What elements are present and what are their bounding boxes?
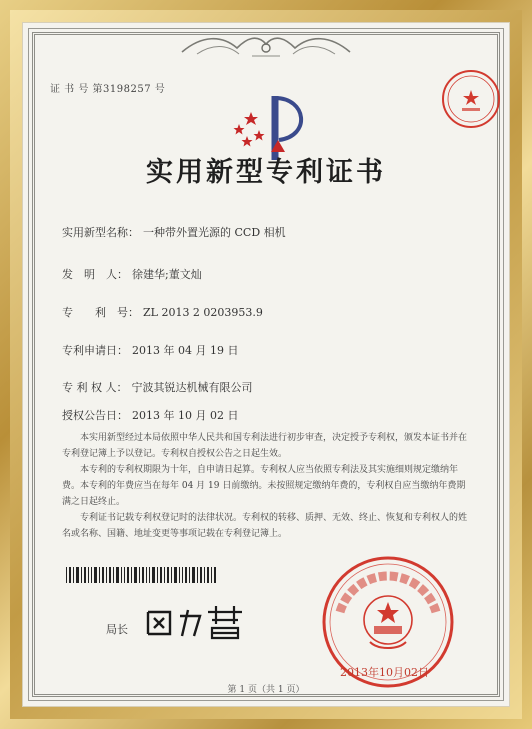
director-label: 局长 <box>106 623 128 636</box>
seal-date: 2013年10月02日 <box>340 666 429 679</box>
body-paragraph: 专利证书记载专利权登记时的法律状况。专利权的转移、质押、无效、终止、恢复和专利权人的姓名或名称、国籍、地址变更等事项记载在专利登记簿上。 <box>62 513 468 539</box>
director-signature-icon <box>142 602 252 642</box>
body-paragraph: 本专利的专利权期限为十年，自申请日起算。专利权人应当依照专利法及其实施细则规定缴纳年费。本专利的年费应当在每年 04 月 19 日前缴纳。未按照规定缴纳年费的，专利权自应当缴纳年费期满之日起终止。 <box>62 465 466 507</box>
utility-model-name-label: 实用新型名称： <box>62 226 139 239</box>
utility-model-name-value: 一种带外置光源的 CCD 相机 <box>143 226 286 239</box>
inventor-label: 发 明 人： <box>62 268 128 281</box>
certificate-title: 实用新型专利证书 <box>146 157 386 188</box>
certificate-number: 证 书 号 第3198257 号 <box>50 84 166 95</box>
top-ornament-icon <box>177 30 355 60</box>
certificate-paper <box>22 22 510 707</box>
filing-date-value: 2013 年 04 月 19 日 <box>132 344 239 357</box>
page-footer: 第 1 页（共 1 页） <box>227 685 305 695</box>
barcode-icon <box>66 567 216 583</box>
field-utility-model-name <box>62 224 286 240</box>
agency-stamp-icon <box>440 68 502 130</box>
field-inventor <box>62 266 202 282</box>
patent-holder-value: 宁波其锐达机械有限公司 <box>131 381 253 394</box>
filing-date-label: 专利申请日： <box>62 344 128 357</box>
announcement-date-value: 2013 年 10 月 02 日 <box>132 409 239 422</box>
field-filing-date <box>62 342 238 358</box>
patent-holder-label: 专 利 权 人： <box>62 381 128 394</box>
patent-number-label: 专 利 号： <box>62 306 139 319</box>
inventor-value: 徐建华;董文灿 <box>132 268 202 281</box>
field-announcement-date <box>62 407 238 423</box>
field-patent-number <box>62 304 263 320</box>
field-patent-holder <box>62 379 253 395</box>
announcement-date-label: 授权公告日： <box>62 409 128 422</box>
certificate-body-text <box>62 430 470 542</box>
patent-number-value: ZL 2013 2 0203953.9 <box>143 306 263 319</box>
body-paragraph: 本实用新型经过本局依照中华人民共和国专利法进行初步审查，决定授予专利权，颁发本证书并在专利登记簿上予以登记。专利权自授权公告之日起生效。 <box>62 433 468 459</box>
